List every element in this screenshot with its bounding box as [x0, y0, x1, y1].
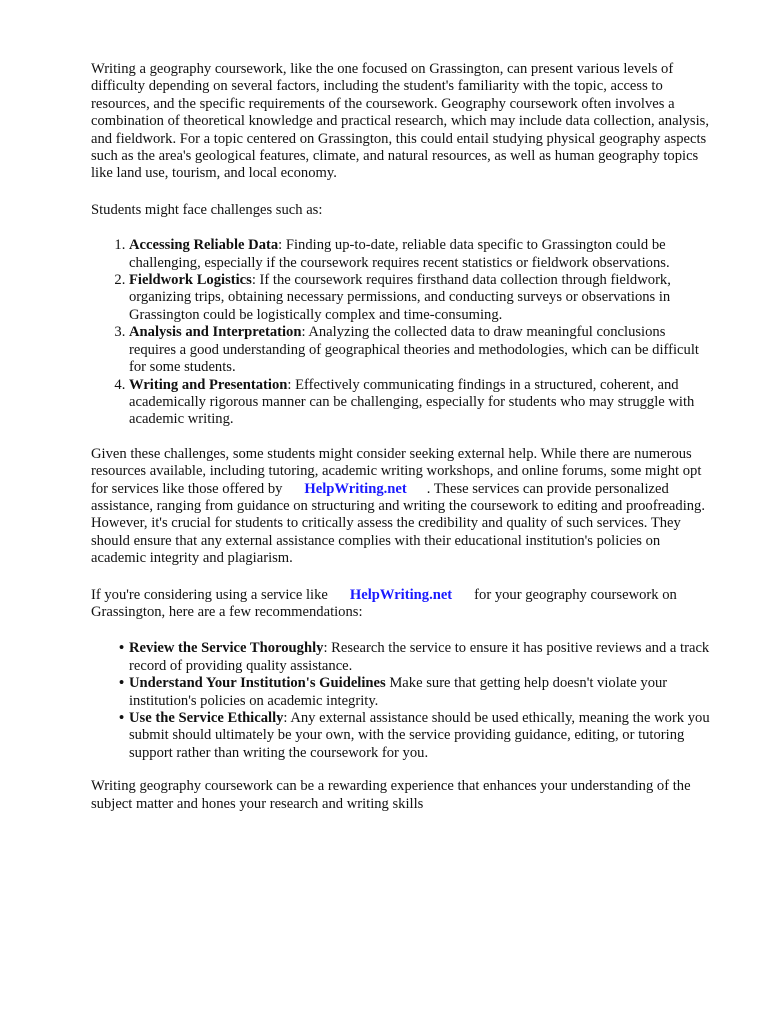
intro-paragraph: Writing a geography coursework, like the one focused on Grassington, can present various levels of difficulty depending on several factors, including the student's familiarity with the topic, access to resources, and the specific requirements of the coursework. Geography coursework often involves a combination of theoretical knowledge and practical research, which may include data collection, analysis, and fieldwork. For a topic centered on Grassington, this could entail studying physical geography aspects such as the area's geological features, climate, and natural resources, as well as human geography topics like land use, tourism, and local economy. — [91, 61, 709, 182]
list-item — [119, 710, 712, 762]
list-item — [129, 324, 712, 376]
recommendations-intro-paragraph — [91, 587, 712, 622]
recommendation-title: Understand Your Institution's Guidelines — [129, 675, 386, 692]
helpwriting-link[interactable]: HelpWriting.net — [349, 586, 453, 603]
helpwriting-link[interactable]: HelpWriting.net — [304, 480, 407, 497]
recommendation-text: : Research the service to ensure it has positive reviews and a track record of providing quality assistance. — [129, 640, 710, 674]
paragraph-text: Given these challenges, some students might consider seeking external help. While there are numerous resources available, including tutoring, academic writing workshops, and online forums, some might opt for services like those offered by — [91, 445, 702, 497]
bullet-icon: • — [119, 640, 125, 657]
list-item — [119, 640, 712, 675]
recommendation-title: Review the Service Thoroughly — [129, 640, 324, 657]
challenge-text: : Analyzing the collected data to draw meaningful conclusions requires a good understanding of geographical theories and methodologies, which can be difficult for some students. — [129, 324, 699, 376]
bullet-icon: • — [119, 710, 125, 726]
recommendation-text: : Any external assistance should be used ethically, meaning the work you submit should ultimately be your own, with the service providing guidance, editing, or tutoring support rather than writing the coursework for you. — [129, 710, 710, 761]
paragraph-text: for your geography coursework on Grassington, here are a few recommendations: — [91, 586, 677, 620]
list-item — [129, 272, 712, 324]
challenges-intro: Students might face challenges such as: — [91, 201, 323, 218]
challenge-text: : Effectively communicating findings in a structured, coherent, and academically rigorous manner can be challenging, especially for students who may struggle with academic writing. — [129, 376, 695, 428]
challenge-text: : Finding up-to-date, reliable data specific to Grassington could be challenging, especially if the coursework requires recent statistics or fieldwork observations. — [129, 237, 670, 271]
recommendation-text: Make sure that getting help doesn't violate your institution's policies on academic integrity. — [129, 675, 668, 709]
challenge-text: : If the coursework requires firsthand data collection through fieldwork, organizing trips, obtaining necessary permissions, and conducting surveys or observations in Grassington could be logistically complex and time-consuming. — [129, 272, 671, 323]
challenge-title: Writing and Presentation — [129, 376, 288, 393]
recommendation-title: Use the Service Ethically — [129, 710, 284, 726]
paragraph-text: If you're considering using a service like — [91, 586, 328, 603]
challenge-title: Analysis and Interpretation — [129, 324, 302, 341]
challenge-title: Accessing Reliable Data — [129, 237, 279, 254]
recommendations-list — [91, 640, 712, 762]
paragraph-text: . These services can provide personalized assistance, ranging from guidance on structuring and writing the coursework to editing and proofreading. However, it's crucial for students to critically assess the credibility and quality of such services. They should ensure that any external assistance complies with their educational institution's policies on academic integrity and plagiarism. — [91, 480, 705, 567]
list-item — [129, 237, 712, 272]
list-item — [119, 675, 712, 710]
list-item — [129, 377, 712, 429]
bullet-icon: • — [119, 675, 125, 692]
challenge-title: Fieldwork Logistics — [129, 272, 252, 289]
challenges-list — [91, 237, 712, 428]
closing-paragraph: Writing geography coursework can be a rewarding experience that enhances your understanding of the subject matter and hones your research and writing skills — [91, 778, 691, 812]
external-help-paragraph — [91, 446, 712, 568]
